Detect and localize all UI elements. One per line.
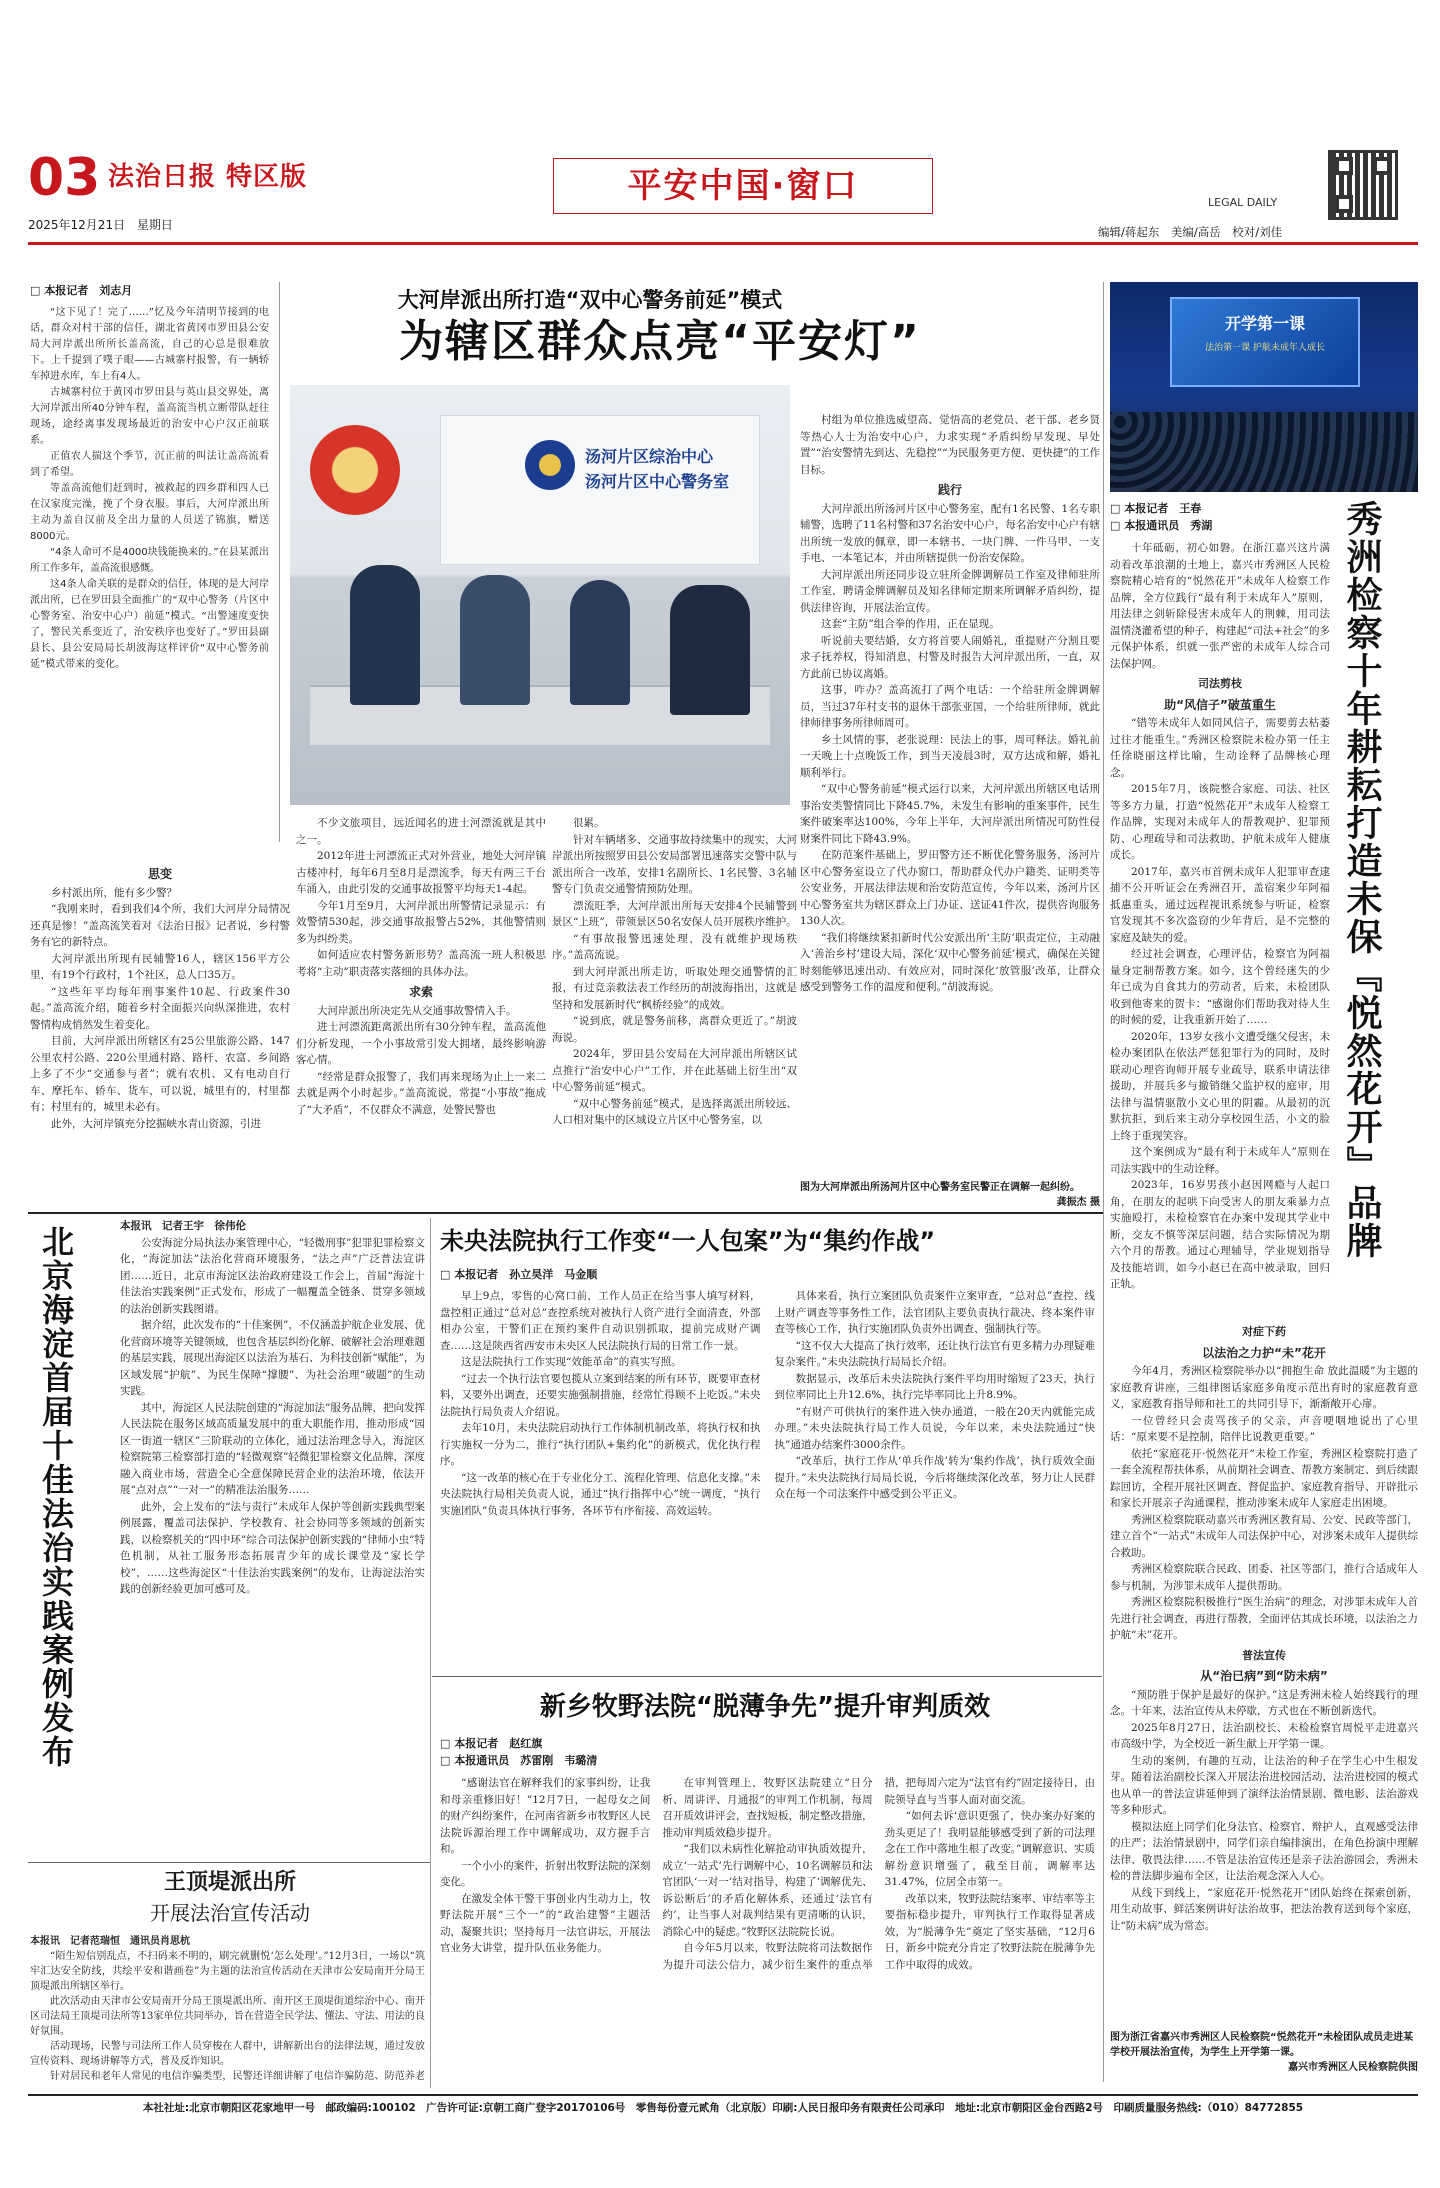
para: 2012年进士河漂流正式对外营业，地处大河岸镇古楼冲村，每年6月至8月是漂流季，每天有两三千台车涌入，由此引发的交通事故报警平均每天1-4起。 <box>296 850 546 895</box>
para: “我们以未病性化解抢动审执质效提升，成立‘一站式’先行调解中心，10名调解员和法官团队‘一对一’结对指导，构建了‘调解优先、诉讼断后’的矛盾化解体系，还通过‘法官有约’，让当事人对裁判结果有更清晰的认识，消除心中的疑虑。”牧野区法院院长说。 <box>662 1843 873 1938</box>
para: “我们将继续紧扣新时代公安派出所‘主防’职责定位，主动融入‘善治乡村’建设大局，深化‘双中心警务前延’模式，确保在关键时刻能够迅速出动、有效应对，同时深化‘放管服’改革，让群众感受到警务工作的温度和便利。”胡波海说。 <box>800 931 1100 993</box>
para: 这事，咋办？盖高流打了两个电话：一个给驻所金牌调解员，当过37年村支书的退休干部张亚国，一个给驻所律师，就此律师律事务所律师周可。 <box>800 684 1100 729</box>
para: 在防范案件基础上，罗田警方还不断优化警务服务，汤河片区中心警务室设立了代办窗口，帮助群众代办户籍类、证明类等公安业务，开展法律法规和治安防范宣传，今年以来，汤河片区中心警务室共为辖区群众上门办证、送证41件次，提供咨询服务130人次。 <box>800 849 1100 927</box>
para: 2023年，16岁男孩小赵因网瘾与人起口角，在朋友的起哄下向受害人的朋友乘暴力点实施殴打，未检检察官在办案中发现其学业中断，交友不慎等深层问题，结合实际情况为期六个月的帮教。通过心理辅导，学业规划指导及技能培训，如今小赵已在高中被录取，回归正轨。 <box>1110 1179 1330 1290</box>
para: 秀洲区检察院积极推行“医生治病”的理念，对涉罪未成年人首先进行社会调查，再进行帮教，全面评估其成长环境，以法治之力护航“未”花开。 <box>1110 1596 1418 1641</box>
para: 其中，海淀区人民法院创建的“海淀加法”服务品牌，把向发挥人民法院在服务区域高质量发展中的重大职能作用，推动形成“园区一街道一辖区”三阶联动的立体化，通过法治理念导入，海淀区检察院第三检察部打造的“轻微观察”轻微犯罪检察文化品牌，深度融入商业市场，营造全心全意保障民营企业的法治环境，依法开展“点对点”“一对一”的精准法治服务…… <box>120 1401 425 1496</box>
date-text: 2025年12月21日 <box>28 218 126 232</box>
section-divider <box>28 1212 1103 1214</box>
audience <box>1110 412 1418 492</box>
xz-kicker-3: 普法宣传 <box>1242 1648 1286 1662</box>
xiuzhou-bylines <box>1110 500 1310 534</box>
para: “错等未成年人如同风信子，需要剪去枯萎过往才能重生。”秀洲区检察院未检办第一任主任徐晓丽这样比喻，生动诠释了品牌核心理念。 <box>1110 717 1330 779</box>
photo-person <box>350 565 420 705</box>
para: 一位曾经只会责骂孩子的父亲，声音哽咽地说出了心里话：“原来要不是控制，陪伴比说教更重要。” <box>1110 1414 1418 1443</box>
paper-name: 法治日报 特区版 <box>108 162 308 192</box>
para: 今年1月至9月，大河岸派出所警情记录显示：有效警情530起，涉交通事故报警占52%，其他警情则多为纠纷类。 <box>296 899 546 945</box>
xz-kicker-1: 司法剪枝 <box>1198 677 1242 690</box>
para: “说到底，就是警务前移，离群众更近了。”胡波海说。 <box>552 1015 797 1044</box>
para: 秀洲区检察院联动嘉兴市秀洲区教育局、公安、民政等部门，建立首个“一站式”未成年人司法保护中心，对涉案未成年人提供综合救助。 <box>1110 1513 1418 1559</box>
para: 自今年5月以来，牧野法院将司法数据作为提升司法公信力，减少衍生案件的重点举措，把每周六定为“法官有约”固定接待日，由院领导直与当事人面对面交流。 <box>662 1777 1095 1971</box>
xiuzhou-col-2 <box>1110 1320 1418 2000</box>
para: “过去一个执行法官要包揽从立案到结案的所有环节，既要审查材料，又要外出调查，还要实施强制措施，经常忙得顾不上吃饭。”未央法院执行局负责人介绍说。 <box>440 1372 761 1418</box>
legal-daily-label: LEGAL DAILY <box>1208 196 1278 209</box>
para: 2015年7月，该院整合家庭、司法、社区等多方力量，打造“悦然花开”未成年人检察工作品牌，实现对未成年人的帮教观护、犯罪预防、心理疏导和司法救助，护航未成年人健康成长。 <box>1110 783 1330 861</box>
para: 目前，大河岸派出所辖区有25公里旅游公路、147公里农村公路、220公里通村路、路杆、农富、乡间路上多了不少“交通参与者”；就有农机、又有电动自行车、摩托车、轿车、货车，可以说，城里有的，村里都有；村里有的，城里未必有。 <box>30 1035 290 1113</box>
xiuzhou-caption <box>1110 2030 1418 2075</box>
issue-date <box>28 216 173 235</box>
para: 据介绍，此次发布的“十佳案例”，不仅涵盖护航企业发展、优化营商环境等关键领域，也包含基层纠纷化解、破解社会治理难题的基层实践，展现出海淀区以法治为基石、为科技创新“赋能”，为区域发展“护航”、为民生保障“撑腰”、为社会治理“破题”的生动实践。 <box>120 1319 425 1397</box>
para: 改革以来，牧野法院结案率、审结率等主要指标稳步提升，审判执行工作取得显著成效，为“脱薄争先”奠定了坚实基础，“12月6日，新乡中院充分肯定了牧野法院在脱薄争先工作中取得的成效。 <box>884 1892 1095 1971</box>
para: 此外，会上发布的“法与责行”未成年人保护等创新实践典型案例展露，覆盖司法保护、学校教育、社会协同等多领域的创新实践，以检察机关的“四中环”综合司法保护创新实践的“律师小虫”特色机制，从社工服务形态拓展青少年的成长课堂及“家长学校”，……这些海淀区“十佳法治实践案例”的发布，让海淀法治实践的创新经验更加可感可及。 <box>120 1500 425 1595</box>
para: 生动的案例，有趣的互动，让法治的种子在学生心中生根发芽。随着法治副校长深入开展法治进校园活动，法治进校园的模式也从单一的普法宣讲延伸到了演绎法治情景剧、微电影、法治游戏等多种形式。 <box>1110 1754 1418 1816</box>
para: “这一改革的核心在于专业化分工、流程化管理、信息化支撑。”未央法院执行局相关负责人说，通过“执行指挥中心”统一调度，“执行实施团队”负责具体执行事务，各环节有序衔接、高效运转。 <box>440 1471 761 1517</box>
page-number: 03 <box>28 148 101 208</box>
footer-text: 本社社址:北京市朝阳区花家地甲一号 邮政编码:100102 广告许可证:京朝工商广登字20170106号 零售每份壹元贰角（北京版）印刷:人民日报印务有限责任公司承印 地址:北京市朝阳区金台西路2号 印刷质量服务热线:（010）84772855 <box>142 2102 1304 2114</box>
xx-correspondent: □ 本报通讯员 苏雷刚 韦璐清 <box>440 1754 598 1768</box>
para: 秀洲区检察院联合民政、团委、社区等部门，推行合适成年人参与机制，为涉罪未成年人提供帮助。 <box>1110 1563 1418 1592</box>
para: 在审判管理上，牧野区法院建立“日分析、周讲评、月通报”的审判工作机制，每周召开质效讲评会，查找短板，制定整改措施，推动审判质效稳步提升。 <box>662 1777 873 1839</box>
wangding-byline: 本报讯 记者范瑞恒 通讯员肖思杭 <box>30 1936 190 1947</box>
section-divider <box>28 1862 430 1863</box>
weiyang-byline: □ 本报记者 孙立昊洋 马金顺 <box>440 1268 598 1281</box>
beijing-vertical-title: 北京海淀首届十佳法治实践案例发布 <box>37 1225 75 1769</box>
lead-col-3 <box>552 815 797 1205</box>
para: 依托“家庭花开·悦然花开”未检工作室，秀洲区检察院打造了一套全流程帮扶体系，从前期社会调查、帮教方案制定、到后续跟踪回访，全程开展社区调查、督促监护、家庭教育指导、开辟批示和家长开展亲子沟通课程，推动涉案未成年人家庭走出困境。 <box>1110 1447 1418 1509</box>
para: 经过社会调查，心理评估，检察官为阿福量身定制帮教方案。如今，这个曾经迷失的少年已成为自食其力的劳动者，后来，未检团队收到他寄来的贺卡：“感谢你们帮助我对待人生的时候的爱，让我重新开始了…… <box>1110 948 1330 1026</box>
para: “经常是群众报警了，我们再来现场为止上一来二去就是两个小时起步。”盖高流说，常提“小事故”拖成了“大矛盾”，不仅群众不满意，处警民警也 <box>296 1070 546 1116</box>
para: 很累。 <box>573 817 605 829</box>
para: 数据显示，改革后未央法院执行案件平均用时缩短了23天，执行到位率同比上升12.6%，执行完毕率同比上升8.9%。 <box>774 1372 1095 1401</box>
para: “这些年平均每年刑事案件10起、行政案件30起。”盖高流介绍，随着乡村全面振兴向纵深推进，农村警情构成悄然发生着变化。 <box>30 985 290 1031</box>
lead-intro-text <box>30 305 269 673</box>
xiuzhou-photo <box>1110 282 1418 492</box>
para: 去年10月，未央法院启动执行工作体制机制改革，将执行权和执行实施权一分为二，推行“执行团队+集约化”的新模式，优化执行程序。 <box>440 1422 761 1467</box>
lead-intro-box <box>30 282 280 842</box>
para: 具体来看，执行立案团队负责案件立案审查，“总对总”查控、线上财产调查等事务性工作，法官团队主要负责执行裁决、终本案件审查等核心工作，执行实施团队负责外出调查、强制执行等。 <box>774 1290 1095 1335</box>
xz-head-3: 从“治已病”到“防未病” <box>1200 1669 1328 1683</box>
para: 听说前夫要结婚，女方将首要人闹婚礼，重提财产分割且要求子抚养权，得知消息，村警及时报告大河岸派出所，一直，双方此前已协议离婚。 <box>800 634 1100 680</box>
lead-col-1 <box>30 862 290 1202</box>
wangding-body <box>30 1934 425 2084</box>
para: 在激发全体干警干事创业内生动力上，牧野法院开展“三个一”的“政治建警”主题活动，凝聚共识；坚持每月一法官讲坛，开展法官业务大讲堂，提升队伍业务能力。 <box>440 1892 651 1954</box>
xinxiang-bylines <box>440 1735 640 1769</box>
wangding-title-line2: 开展法治宣传活动 <box>150 1901 310 1925</box>
para: 大河岸派出所还同步设立驻所金牌调解员工作室及律师驻所工作室，聘请金牌调解员及知名律师定期来所调解矛盾纠纷，提供法律咨询，开展法治宣传。 <box>800 568 1100 614</box>
section-head-jianxing: 践行 <box>937 483 962 497</box>
para: 乡村派出所，能有多少警？ <box>51 886 177 899</box>
xx-reporter: □ 本报记者 赵红旗 <box>440 1737 543 1750</box>
section-head-qiusuo: 求索 <box>408 985 433 999</box>
para: 2025年8月27日，法治副校长、未检检察官周悦平走进嘉兴市高级中学，为全校近一新生献上开学第一课。 <box>1110 1721 1418 1750</box>
para: “陌生短信别乱点，不扫码来不明的，刷完就删悦‘怎么处理’。”12月3日，一场以“筑牢汇达安全防线，共绘平安和谐画卷”为主题的法治宣传活动在天津市公安局南开分局王顶堤派出所辖区举行。 <box>30 1951 425 1992</box>
para: 漂流旺季，大河岸派出所每天安排4个民辅警到景区“上班”，带领景区50名安保人员开展秩序维护。 <box>552 899 797 928</box>
editors-line: 编辑/蒋起东 美编/高岳 校对/刘佳 <box>1098 225 1283 239</box>
para: 公安海淀分局执法办案管理中心，“轻微刑事”犯罪犯罪检察文化，“海淀加法”法治化营商环境服务，“法之声”广泛普法宣讲团……近日，北京市海淀区法治政府建设工作会上，首届“海淀十佳法治实践案例”正式发布，形成了一幅覆盖全链条、贯穿多领域的法治创新实践图谱。 <box>120 1236 425 1315</box>
xiuzhou-vertical-title: 秀洲检察十年耕耘打造未保『悦然花开』品牌 <box>1341 500 1382 1260</box>
para: “预防胜于保护是最好的保护。”这是秀洲未检人始终践行的理念。十年来，法治宣传从未停歇，方式也在不断创新迭代。 <box>1110 1688 1418 1717</box>
para: 如何适应农村警务新形势？盖高流一班人积极思考将“主动”职责落实落细的具体办法。 <box>296 949 546 978</box>
weekday-text: 星期日 <box>136 218 173 232</box>
photo-person <box>670 585 750 715</box>
para: 针对车辆堵多、交通事故持续集中的现实，大河岸派出所按照罗田县公安局部署迅速落实交警中队与派出所合一改革，安排1名副所长、1名民警、3名辅警专门负责交通警情预防处理。 <box>552 833 797 895</box>
para: 大河岸派出所汤河片区中心警务室，配有1名民警、1名专职辅警，选聘了11名村警和37名治安中心户，每名治安中心户有辖出所统一发放的佩章，即一本辖书、一块门牌、一件马甲、一支手电、一本笔记本，并由所辖提供一份治安保险。 <box>800 502 1100 564</box>
para: 乡土风情的事，老张说理：民法上的事，周可释法。婚礼前一天晚上十点晚饭工作，到当天凌晨3时，双方达成和解，婚礼顺利举行。 <box>800 733 1100 779</box>
intro-para: 等盖高流他们赶到时，被救起的四乡群和四人已在汉家度完澡，挽了个身衣服。事后，大河岸派出所主动为盖自汉前及全出力量的人员送了锦旗，赠送8000元。 <box>30 483 269 543</box>
lead-col-4 <box>800 412 1100 1182</box>
photo-credit: 龚振杰 摄 <box>1056 1197 1100 1208</box>
para: “我刚来时，看到我们4个所，我们大河岸分局情况还真是惨！”盖高流笑着对《法治日报》记者说，乡村警务有它的新特点。 <box>30 903 290 948</box>
para: 这是法院执行工作实现“效能革命”的真实写照。 <box>461 1356 682 1368</box>
beijing-body <box>120 1218 425 1858</box>
para: 进士河漂流距离派出所有30分钟车程，盖高流他们分析发现，一个小事故常引发大拥堵，最终影响游客心情。 <box>296 1021 546 1066</box>
masthead-rule <box>28 242 1418 245</box>
xinxiang-body <box>440 1775 1095 2075</box>
column-banner <box>553 158 933 214</box>
screen-sub: 法治第一课 护航未成年人成长 <box>1205 343 1325 353</box>
xz-correspondent: □ 本报通讯员 秀湖 <box>1110 519 1213 533</box>
masthead <box>28 150 1418 242</box>
para: 这个案例成为“最有利于未成年人”原则在司法实践中的生动诠释。 <box>1110 1146 1330 1175</box>
para: 早上9点，零售的心窝口前，工作人员正在给当事人填写材料，盘控相正通过“总对总”查控系统对被执行人资产进行全面清查，外部相办公室，干警们正在预约案件自动识别抓取，提前完成财产调查……这是陕西省西安市未央区人民法院执行局的日常工作一景。 <box>440 1290 761 1352</box>
xz-head-1: 助“风信子”破茧重生 <box>1164 697 1276 712</box>
para: 2024年，罗田县公安局在大河岸派出所辖区试点推行“治安中心户”工作，并在此基础上衍生出“双中心警务前延”模式。 <box>552 1048 797 1093</box>
para: 2017年，嘉兴市首例未成年人犯罪审查逮捕不公开听证会在秀洲召开，盖宿案少年阿福抵惠重头，通过远程视讯系统参与听证，检察官发现其不多次盗窃的少年背后，是不完整的家庭及缺失的爱。 <box>1110 865 1330 944</box>
para: “如何去诉‘意识更强了，快办案办好案的劲头更足了！我明显能够感受到了新的司法理念在工作中落地生根了改变。”调解意识、实质解纷意识增强了，截至目前，调解率达31.47%，位居全市第一。 <box>884 1810 1095 1888</box>
para: “双中心警务前延”模式运行以来，大河岸派出所辖区电话刑事治安类警情同比下降45.7%，未发生有影响的重案事件，民生案件破案率达100%，今年上半年，大河岸派出所情况可防性侵财案件同比下降43.9%。 <box>800 783 1100 845</box>
lead-title: 为辖区群众点亮“平安灯” <box>399 316 921 367</box>
caption-text: 图为浙江省嘉兴市秀洲区人民检察院“悦然花开”未检团队成员走进某学校开展法治宣传，为学生上开学第一课。 <box>1110 2032 1414 2058</box>
column-title: 平安中国·窗口 <box>627 166 859 206</box>
intro-para: “4条人命可不是4000块钱能换来的。”在县某派出所工作多年，盖高流很感慨。 <box>30 547 269 575</box>
caption-text: 图为大河岸派出所汤河片区中心警务室民警正在调解一起纠纷。 <box>800 1182 1080 1193</box>
para: 2020年，13岁女孩小文遭受继父侵害，未检办案团队在依法严惩犯罪行为的同时，及时联动心理咨询师开展专业疏导，联系申请法律援助，并展兵多与撤销继父监护权的庭审，用法律与温情驱散小文心里的阴霾。从最初的沉默抗拒，到后来主动分享校园生活，小文的脸上终于重现笑容。 <box>1110 1030 1330 1142</box>
para: 十年砥砺，初心如磐。在浙江嘉兴这片满动着改革浪潮的土地上，嘉兴市秀洲区人民检察院精心培育的“悦然花开”未成年人检察工作品牌，全方位践行“最有利于未成年人”原则，用法律之剑斩除侵害未成年人的荆棘，用司法温情浇灌希望的种子，构建起“司法+社会”的多元保护体系，织就一张严密的未成年人综合司法保护网。 <box>1110 542 1330 670</box>
intro-para: “这下见了！完了……”忆及今年清明节接到的电话，群众对村干部的信任，湖北省黄冈市罗田县公安局大河岸派出所所长盖高流，自己的心总是很难放下。上千提到了噗子眼——古城寨村报警，有一辆轿车掉进水库，车上有4人。 <box>30 307 269 383</box>
lead-caption <box>800 1180 1100 1210</box>
qr-code <box>1328 150 1398 220</box>
screen-title: 开学第一课 <box>1224 314 1305 333</box>
para: “有事故报警迅速处理，没有就维护现场秩序。”盖高流说。 <box>552 932 797 961</box>
section-divider <box>432 1676 1102 1677</box>
xz-head-2: 以法治之力护“未”花开 <box>1202 1345 1326 1360</box>
column-divider <box>430 1218 431 2088</box>
photo-logo-red <box>310 425 400 515</box>
beijing-byline: 本报讯 记者王宇 徐伟伦 <box>120 1220 246 1232</box>
photo-sign-2: 汤河片区中心警务室 <box>585 472 730 491</box>
lead-reporter: □ 本报记者 刘志月 <box>30 284 133 297</box>
wangding-title-line1: 王顶堤派出所 <box>163 1870 296 1895</box>
xiuzhou-col-1 <box>1110 540 1330 1310</box>
lead-photo <box>290 385 790 805</box>
xz-kicker-2: 对症下药 <box>1242 1325 1286 1338</box>
para: 大河岸派出所决定先从交通事故警情入手。 <box>317 1004 517 1017</box>
para: “感谢法官在解释我们的家事纠纷，让我和母亲重修旧好！”12月7日，一起母女之间的财产纠纷案件，在河南省新乡市牧野区人民法院诉源治理工作中调解成功，双方握手言和。 <box>440 1777 651 1855</box>
para: 模拟法庭上同学们化身法官、检察官、辩护人，直观感受法律的庄严；法治情景剧中，同学们亲自编排演出，在角色扮演中理解法律、敬畏法律……不管是法治宣传还是亲子法治游园会，秀洲未检的普法脚步遍布全区，让法治观念深入人心。 <box>1110 1820 1418 1882</box>
para: 到大河岸派出所走访，听取处理交通警情的汇报，有过竞亲救法表工作经历的胡波海指出，这就是坚持和发展新时代“枫桥经验”的成效。 <box>552 965 797 1011</box>
para: 从线下到线上，“家庭花开·悦然花开”团队始终在探索创新，用生动故事、鲜活案例讲好法治故事，把法治教育送到每个家庭，让“防未病”成为常态。 <box>1110 1886 1418 1932</box>
para: 村组为单位推选威望高、觉悟高的老党员、老干部、老乡贤等热心人士为治安中心户，力求实现“矛盾纠纷早发现、早处置”“治安警情先到达、先稳控”“为民服务更方便、更快捷”的工作目标。 <box>800 414 1100 476</box>
intro-para: 这4条人命关联的是群众的信任，体现的是大河岸派出所，已在罗田县全面推广的“双中心警务（片区中心警务室、治安中心户）前延”模式。“出警速度变快了，警民关系变近了，治安秩序也变好了。”罗田县副县长、县公安局局长胡波海这样评价“双中心警务前延”模式带来的变化。 <box>30 579 269 671</box>
para: “改革后，执行工作从‘单兵作战’转为‘集约作战’，执行质效全面提升。”未央法院执行局局长说，今后将继续深化改革，努力让人民群众在每一个司法案件中感受到公平正义。 <box>774 1455 1095 1500</box>
photo-person <box>460 575 530 705</box>
para: 今年4月，秀洲区检察院举办以“拥抱生命 放此温暖”为主题的家庭教育讲座，三组律图话家庭多角度示范出育时的家庭教育意义，家庭教育指导师和社工的共同引导下，渐渐敞开心扉。 <box>1110 1365 1418 1410</box>
para: 此次活动由天津市公安局南开分局王顶堤派出所、南开区王顶堤街道综治中心、南开区司法局王顶堤司法所等13家单位共同举办，旨在营造全民学法、懂法、守法、用法的良好氛围。 <box>30 1996 425 2037</box>
para: 活动现场，民警与司法所工作人员穿梭在人群中，讲解新出台的法律法规，通过发放宣传资料、现场讲解等方式，普及反诈知识。 <box>30 2041 425 2067</box>
police-emblem <box>525 440 575 490</box>
para: 这套“主防”组合拳的作用，正在显现。 <box>821 618 1000 630</box>
column-divider <box>1103 282 1104 2082</box>
para: 不少文旅项目，远近闻名的进士河漂流就是其中之一。 <box>296 817 546 846</box>
photo-sign-1: 汤河片区综治中心 <box>585 447 714 466</box>
para: “有财产可供执行的案件进入快办通道，一般在20天内就能完成办理。”未央法院执行局工作人员说，今年以来，未央法院通过“快执”通道办结案件3000余件。 <box>774 1405 1095 1451</box>
para: “双中心警务前延”模式，是选择离派出所较远、人口相对集中的区域设立片区中心警务室，以 <box>552 1097 797 1126</box>
para: 针对居民和老年人常见的电信诈骗类型，民警还详细讲解了电信诈骗防范、防范养老 <box>50 2071 425 2082</box>
xinxiang-title: 新乡牧野法院“脱薄争先”提升审判质效 <box>539 1692 991 1722</box>
lead-kicker: 大河岸派出所打造“双中心警务前延”模式 <box>397 288 783 312</box>
footer-rule <box>28 2094 1418 2096</box>
para: 此外，大河岸镇充分挖掘峡水青山资源，引进 <box>51 1117 261 1130</box>
photo-credit: 嘉兴市秀洲区人民检察院供图 <box>1288 2062 1418 2073</box>
lead-col-2 <box>296 815 546 1205</box>
intro-para: 正值农人揣这个季节，沉正前的叫法让盖高流看到了希望。 <box>30 451 269 479</box>
weiyang-title: 未央法院执行工作变“一人包案”为“集约作战” <box>440 1227 936 1255</box>
para: 大河岸派出所现有民辅警16人，辖区156平方公里，有19个行政村，1个社区，总人口35万。 <box>30 952 290 981</box>
section-head-sibian: 思变 <box>147 867 172 881</box>
weiyang-body <box>440 1288 1095 1668</box>
intro-para: 古城寨村位于黄冈市罗田县与英山县交界处，离大河岸派出所40分钟车程，盖高流当机立断带队赶往现场，途经离事发现场最近的治安中心户汉正前联系。 <box>30 387 269 447</box>
para: 一个小小的案件，折射出牧野法院的深刻变化。 <box>440 1859 651 1888</box>
xz-reporter: □ 本报记者 王春 <box>1110 502 1202 515</box>
photo-person <box>570 580 630 705</box>
para: “这不仅大大提高了执行效率，还让执行法官有更多精力办理疑难复杂案件。”未央法院执行局局长介绍。 <box>774 1339 1095 1368</box>
wangding-title <box>80 1868 380 1928</box>
